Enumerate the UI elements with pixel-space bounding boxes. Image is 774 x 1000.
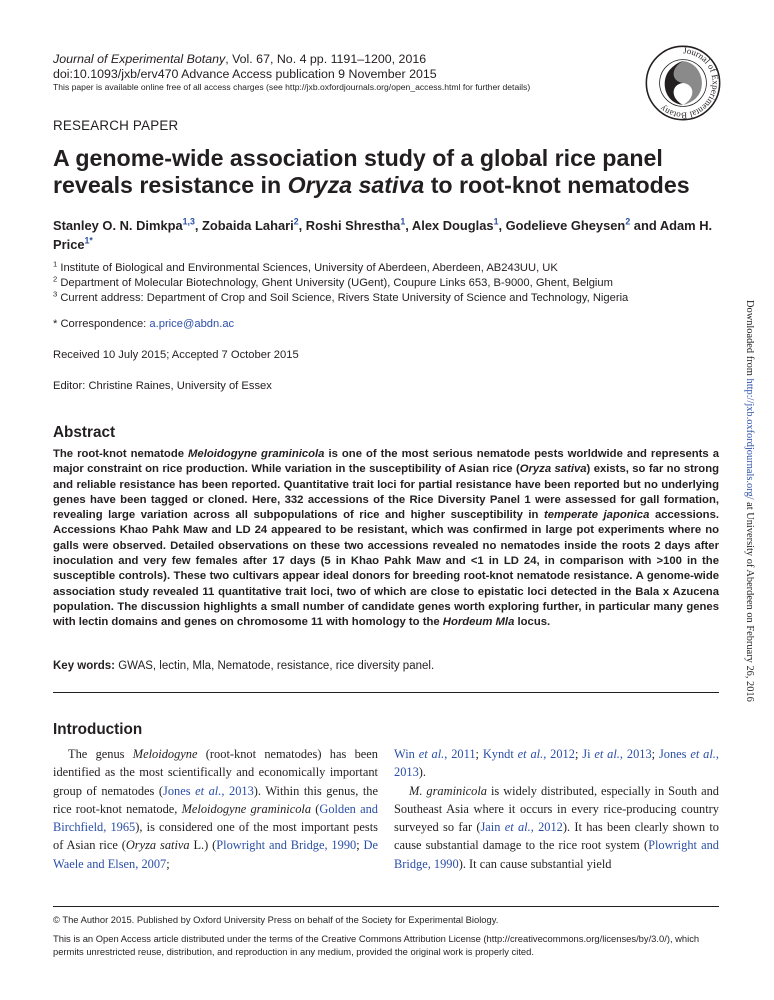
intro-paragraph (53, 745, 378, 873)
footer-divider (53, 906, 719, 907)
affiliation-marker: 1 (53, 259, 58, 269)
editor-line: Editor: Christine Raines, University of Essex (53, 380, 272, 392)
citation-link[interactable]: Jones (658, 747, 691, 761)
correspondence (53, 318, 234, 330)
citation-link[interactable]: , 2011 (444, 747, 476, 761)
doi-line: doi:10.1093/jxb/erv470 Advance Access publication 9 November 2015 (53, 67, 437, 81)
intro-paragraph (394, 782, 719, 873)
citation-link[interactable]: Ji (582, 747, 595, 761)
logo-text: Journal of Experimental Botany (658, 45, 721, 121)
author-list (53, 216, 733, 254)
author-separator: , (498, 218, 506, 233)
citation-link[interactable]: , 2013 (619, 747, 652, 761)
text-run: ; (356, 838, 364, 853)
open-access-note: This paper is available online free of all access charges (see http://jxb.oxfordjournals.org/open_access.html for further details) (53, 82, 531, 92)
received-dates: Received 10 July 2015; Accepted 7 October 2015 (53, 349, 299, 361)
section-divider (53, 692, 719, 693)
citation-link[interactable]: et al. (690, 747, 716, 761)
text-run: locus. (514, 616, 551, 629)
author-name: Alex Douglas (411, 218, 494, 233)
citation-link[interactable]: et al. (504, 820, 531, 835)
author-name: Roshi Shrestha (305, 218, 401, 233)
footer-license: This is an Open Access article distributed under the terms of the Creative Commons Attribution License (http://creativecommons.org/licenses/by/3.0/), which permits unrestricted reuse, distribution, and reproduction in any medium, provided the original work is properly cited. (53, 933, 700, 958)
citation-link[interactable]: et al. (418, 747, 445, 761)
citation-link[interactable]: , 2012 (543, 747, 575, 761)
citation-link[interactable]: De Waele and Elsen, 2007 (53, 838, 378, 871)
title-species: Oryza sativa (287, 172, 425, 198)
text-run: ). It can cause substantial yield (458, 856, 612, 871)
intro-column-right (394, 745, 719, 873)
footer-copyright: © The Author 2015. Published by Oxford University Press on behalf of the Society for Experimental Biology. (53, 914, 499, 925)
author-affiliation-link[interactable]: 2 (293, 216, 299, 227)
author-affiliation-link[interactable]: 1* (84, 235, 93, 246)
introduction-heading: Introduction (53, 721, 143, 738)
author-separator: and (630, 218, 660, 233)
affiliation-3 (53, 289, 629, 304)
abstract-body (53, 447, 719, 631)
affiliation-1 (53, 259, 558, 274)
author-affiliation-link[interactable]: 1 (493, 216, 499, 227)
text-run: (root-knot nematodes) has been identified as the most scientifically and economically important group of nematodes ( (53, 747, 378, 798)
author-separator: , (405, 218, 412, 233)
citation-link[interactable]: Plowright and Bridge, 1990 (216, 838, 357, 853)
affiliation-text: Current address: Department of Crop and Soil Science, Rivers State University of Science and Technology, Nigeria (57, 292, 629, 304)
intro-column-left (53, 745, 378, 873)
italic-text: Meloidogyne graminicola (188, 448, 325, 460)
citation-link[interactable]: , 2012 (530, 820, 563, 835)
affiliation-marker: 2 (53, 274, 58, 284)
citation-link[interactable]: et al. (195, 783, 222, 798)
intro-paragraph (394, 745, 719, 782)
citation-link[interactable]: et al. (594, 747, 620, 761)
keywords (53, 660, 434, 672)
title-part: A genome-wide association study of a global rice panel reveals resistance in (53, 145, 663, 198)
citation-link[interactable]: , 2013 (394, 747, 719, 780)
affiliation-2 (53, 274, 613, 289)
citation-link[interactable]: Win (394, 747, 419, 761)
section-label: RESEARCH PAPER (53, 118, 179, 133)
text-run: ; (574, 747, 583, 761)
affiliation-text: Department of Molecular Biotechnology, Ghent University (UGent), Coupure Links 653, B-9000, Ghent, Belgium (57, 277, 613, 289)
author-affiliation-link[interactable]: 1,3 (182, 216, 195, 227)
keywords-text: GWAS, lectin, Mla, Nematode, resistance, rice diversity panel. (115, 660, 435, 672)
correspondence-label: * Correspondence: (53, 318, 150, 330)
citation-link[interactable]: Kyndt (482, 747, 518, 761)
text-run: ( (311, 801, 320, 816)
text-run: ; (166, 856, 170, 871)
side-note-prefix: Downloaded from (744, 300, 755, 379)
citation-link[interactable]: Jones (163, 783, 196, 798)
journal-citation (53, 52, 426, 66)
text-run: ). It has been clearly shown to cause substantial damage to the rice root system ( (394, 820, 719, 853)
citation-link[interactable]: Jain (480, 820, 505, 835)
italic-text: M. graminicola (409, 783, 487, 798)
title-part: to root-knot nematodes (424, 172, 690, 198)
affiliation-marker: 3 (53, 289, 58, 299)
side-note-url-link[interactable]: http://jxb.oxfordjournals.org/ (744, 378, 755, 500)
text-run: ), is considered one of the most important pests of Asian rice ( (53, 820, 378, 853)
author-name: Adam H. Price (53, 218, 713, 252)
italic-text: Meloidogyne (132, 747, 198, 761)
text-run: accessions. Accessions Khao Pahk Maw and LD 24 appeared to be resistant, which was confirmed in large pot experiments where no galls were observed. Detailed observations on these two accessions revealed no nematodes inside the roots 2 days after inoculation and very few females after 17 days (5 in Khao Pahk Maw and <1 in LD 24, in comparison with >100 in the susceptible controls). These two cultivars appear ideal donors for breeding root-knot nematode resistance. A genome-wide association study revealed 11 quantitative trait loci, two of which are close to epistatic loci detected in the Bala x Azucena population. The discussion highlights a small number of candidate genes worth exploring further, in particular many genes with lectin domains and genes on chromosome 11 with homology to the (53, 509, 720, 629)
author-name: Godelieve Gheysen (505, 218, 626, 233)
keywords-label: Key words: (53, 660, 115, 672)
text-run: The root-knot nematode (53, 448, 189, 460)
citation-link[interactable]: , 2013 (221, 783, 254, 798)
author-name: Zobaida Lahari (202, 218, 294, 233)
affiliation-text: Institute of Biological and Environmental Sciences, University of Aberdeen, Aberdeen, AB243UU, UK (57, 262, 558, 274)
text-run: ). Within this genus, the rice root-knot nematode, (53, 783, 378, 816)
text-run: The genus (68, 747, 133, 761)
journal-logo-icon (644, 44, 722, 122)
journal-volume: , Vol. 67, No. 4 pp. 1191–1200, 2016 (225, 52, 427, 66)
journal-name: Journal of Experimental Botany (53, 52, 226, 66)
text-run: ). (418, 765, 427, 780)
author-separator: , (194, 218, 203, 233)
citation-link[interactable]: Plowright and Bridge, 1990 (394, 838, 719, 871)
italic-text: Meloidogyne graminicola (181, 801, 312, 816)
italic-text: Hordeum Mla (442, 616, 515, 629)
citation-link[interactable]: Golden and Birchfield, 1965 (53, 801, 378, 835)
text-run: is one of the most serious nematode pests worldwide and represents a major constraint on rice production. While variation in the susceptibility of Asian rice ( (53, 448, 719, 476)
italic-text: Oryza sativa (125, 838, 190, 853)
author-affiliation-link[interactable]: 1 (400, 216, 406, 227)
abstract-heading: Abstract (53, 424, 116, 441)
text-run: L.) ( (189, 838, 217, 853)
article-title (53, 145, 733, 199)
text-run: is widely distributed, especially in South and Southeast Asia where it occurs in every rice-producing country surveyed so far ( (394, 783, 719, 835)
text-run: ) exists, so far no strong and reliable resistance has been reported. Quantitative trait loci for partial resistance have been reported but no underlying genes have been tagged or cloned. Here, 332 accessions of the Rice Diversity Panel 1 were assessed for gall formation, revealing large variation across all subpopulations of rice and higher susceptibility in (53, 463, 719, 522)
italic-text: temperate japonica (544, 509, 650, 522)
author-separator: , (298, 218, 306, 233)
text-run: ; (475, 747, 483, 761)
download-side-note (741, 300, 761, 700)
text-run: ; (651, 747, 659, 761)
correspondence-email-link[interactable]: a.price@abdn.ac (149, 318, 235, 330)
italic-text: Oryza sativa (519, 463, 587, 476)
author-affiliation-link[interactable]: 2 (625, 216, 631, 227)
citation-link[interactable]: et al. (517, 747, 544, 761)
side-note-suffix: at University of Aberdeen on February 26, 2016 (744, 499, 755, 702)
author-name: Stanley O. N. Dimkpa (53, 218, 183, 233)
